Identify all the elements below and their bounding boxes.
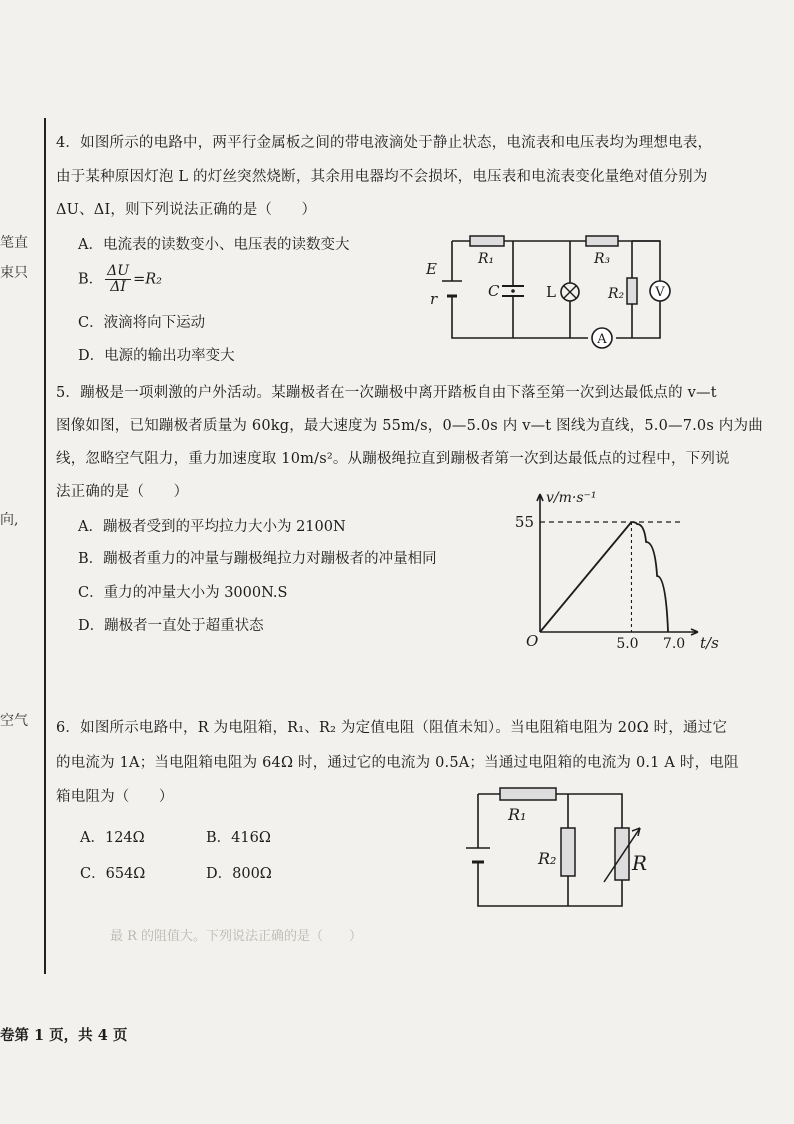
resistor-r2-icon (561, 828, 575, 876)
margin-fragment: 向, (0, 512, 19, 528)
q5-stem-line1: 5．蹦极是一项刺激的户外活动。某蹦极者在一次蹦极中离开踏板自由下落至第一次到达最低点的 v—t (56, 385, 717, 401)
q6-stem-line3: 箱电阻为（ ） (56, 789, 174, 805)
margin-fragment: 束只 (0, 265, 28, 281)
q5-vt-chart (500, 490, 719, 652)
q4-option-d: D．电源的输出功率变大 (78, 348, 235, 364)
q6-option-c: C．654Ω (80, 866, 146, 882)
q5-option-b: B．蹦极者重力的冲量与蹦极绳拉力对蹦极者的冲量相同 (78, 551, 437, 567)
q6-option-d: D．800Ω (206, 866, 272, 882)
label-l: L (546, 283, 556, 301)
q4-option-a: A．电流表的读数变小、电压表的读数变大 (78, 237, 350, 253)
fraction-numerator: ΔU (107, 263, 130, 279)
binding-line (44, 118, 46, 974)
lamp-icon (561, 283, 579, 301)
q4-stem-line1: 4．如图所示的电路中，两平行金属板之间的带电液滴处于静止状态，电流表和电压表均为理想电表， (56, 135, 713, 151)
q4-stem-line2: 由于某种原因灯泡 L 的灯丝突然烧断，其余用电器均不会损坏，电压表和电流表变化量绝对值分别为 (56, 169, 708, 185)
label-r2: R₂ (608, 286, 625, 302)
q6-circuit-diagram (460, 778, 660, 918)
label-r1: R₁ (478, 251, 495, 267)
q4-circuit-diagram (420, 226, 690, 356)
q6-option-a: A．124Ω (80, 830, 145, 846)
line-series-curve (631, 522, 668, 632)
resistor-r3-icon (586, 236, 618, 246)
q6-stem-line2: 的电流为 1A；当电阻箱电阻为 64Ω 时，通过它的电流为 0.5A；当通过电阻箱的电流为 0.1 A 时，电阻 (56, 755, 739, 771)
q5-option-a: A．蹦极者受到的平均拉力大小为 2100N (78, 519, 346, 535)
page-footer: 卷第 1 页，共 4 页 (0, 1027, 128, 1044)
q5-option-c: C．重力的冲量大小为 3000N.S (78, 585, 288, 601)
q4-stem-line3: ΔU、ΔI，则下列说法正确的是（ ） (56, 202, 317, 218)
q5-option-d: D．蹦极者一直处于超重状态 (78, 618, 264, 634)
q4-option-c: C．液滴将向下运动 (78, 315, 206, 331)
voltmeter-label: V (655, 285, 665, 300)
label-c: C (488, 282, 500, 300)
q6-stem-line1: 6．如图所示电路中，R 为电阻箱，R₁、R₂ 为定值电阻（阻值未知）。当电阻箱电阻为 20Ω 时，通过它 (56, 720, 728, 736)
margin-fragment: 空气 (0, 713, 28, 729)
resistor-r1-icon (470, 236, 504, 246)
resistor-r2-icon (627, 278, 637, 304)
resistor-r1-icon (500, 788, 556, 800)
q4-option-b-fraction (105, 264, 131, 295)
label-r: R (632, 851, 648, 875)
q4-option-b-prefix: B． (78, 271, 104, 288)
x-tick-label: 5.0 (616, 636, 639, 652)
x-axis-label: t/s (700, 634, 719, 652)
origin-label: O (526, 632, 539, 650)
label-r1: R₁ (508, 805, 527, 824)
label-r3: R₃ (594, 251, 611, 267)
fraction-denominator: ΔI (110, 279, 126, 295)
q5-stem-line4: 法正确的是（ ） (56, 484, 189, 500)
ammeter-label: A (597, 332, 607, 347)
margin-fragment: 笔直 (0, 235, 28, 251)
label-e: E (426, 260, 437, 278)
q4-option-b (78, 264, 162, 295)
droplet-dot-icon (511, 289, 515, 293)
ammeter-icon (592, 328, 612, 348)
label-r: r (430, 290, 438, 308)
y-axis-label: v/m·s⁻¹ (546, 490, 597, 506)
x-tick-label: 7.0 (662, 636, 686, 652)
x-axis (540, 629, 698, 635)
q5-stem-line2: 图像如图，已知蹦极者质量为 60kg，最大速度为 55m/s，0—5.0s 内 v—t 图线为直线，5.0—7.0s 内为曲 (56, 418, 763, 434)
q5-stem-line3: 线，忽略空气阻力，重力加速度取 10m/s²。从蹦极绳拉直到蹦极者第一次到达最低点的过程中，下列说 (56, 451, 730, 467)
voltmeter-icon (650, 281, 670, 301)
line-series-linear (540, 522, 631, 632)
q6-option-b: B．416Ω (206, 830, 271, 846)
q4-option-b-suffix: =R₂ (133, 271, 162, 288)
y-tick-label: 55 (514, 513, 534, 531)
y-axis (537, 494, 543, 632)
label-r2: R₂ (538, 849, 557, 868)
